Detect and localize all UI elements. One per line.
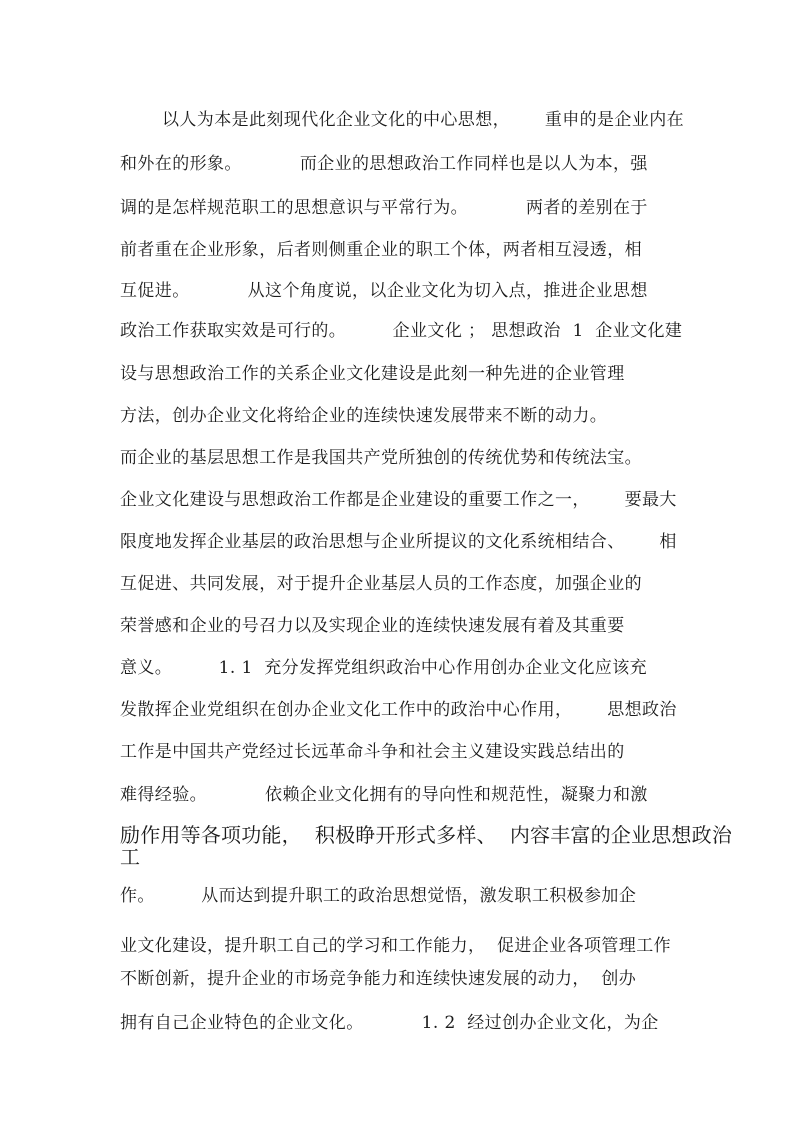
text-line: 调的是怎样规范职工的思想意识与平常行为。 两者的差别在于 (120, 198, 648, 218)
text-line: 限度地发挥企业基层的政治思想与企业所提议的文化系统相结合、 相 (120, 532, 677, 552)
text-line: 工作是中国共产党经过长远革命斗争和社会主义建设实践总结出的 (120, 742, 625, 762)
text-line: 方法，创办企业文化将给企业的连续快速发展带来不断的动力。 (120, 406, 608, 426)
text-line: 业文化建设，提升职工自己的学习和工作能力， 促进企业各项管理工作 (120, 936, 672, 956)
text-line: 荣誉感和企业的号召力以及实现企业的连续快速发展有着及其重要 (120, 616, 625, 636)
text-line: 互促进。 从这个角度说，以企业文化为切入点，推进企业思想 (120, 281, 648, 301)
text-line: 意义。 1. 1 充分发挥党组织政治中心作用创办企业文化应该充 (120, 658, 648, 678)
text-line: 发散挥企业党组织在创办企业文化工作中的政治中心作用， 思想政治 (120, 700, 677, 720)
text-line: 和外在的形象。 而企业的思想政治工作同样也是以人为本，强 (120, 154, 648, 174)
text-line: 工 (120, 845, 141, 869)
text-line: 励作用等各项功能， 积极睁开形式多样、 内容丰富的企业思想政治 (120, 823, 733, 847)
text-line: 以人为本是此刻现代化企业文化的中心思想， 重申的是企业内在 (162, 110, 685, 130)
text-line: 前者重在企业形象，后者则侧重企业的职工个体，两者相互浸透，相 (120, 240, 642, 260)
text-line: 而企业的基层思想工作是我国共产党所独创的传统优势和传统法宝。 (120, 448, 642, 468)
text-line: 企业文化建设与思想政治工作都是企业建设的重要工作之一， 要最大 (120, 490, 677, 510)
text-line: 设与思想政治工作的关系企业文化建设是此刻一种先进的企业管理 (120, 364, 625, 384)
text-line: 不断创新，提升企业的市场竞争能力和连续快速发展的动力， 创办 (120, 969, 637, 989)
text-line: 政治工作获取实效是可行的。 企业文化 ； 思想政治 1 企业文化建 (120, 321, 683, 341)
text-line: 难得经验。 依赖企业文化拥有的导向性和规范性，凝聚力和激 (120, 785, 648, 805)
text-line: 作。 从而达到提升职工的政治思想觉悟，激发职工积极参加企 (120, 886, 637, 906)
text-line: 拥有自己企业特色的企业文化。 1. 2 经过创办企业文化，为企 (120, 1013, 659, 1033)
text-line: 互促进、共同发展，对于提升企业基层人员的工作态度，加强企业的 (120, 574, 642, 594)
